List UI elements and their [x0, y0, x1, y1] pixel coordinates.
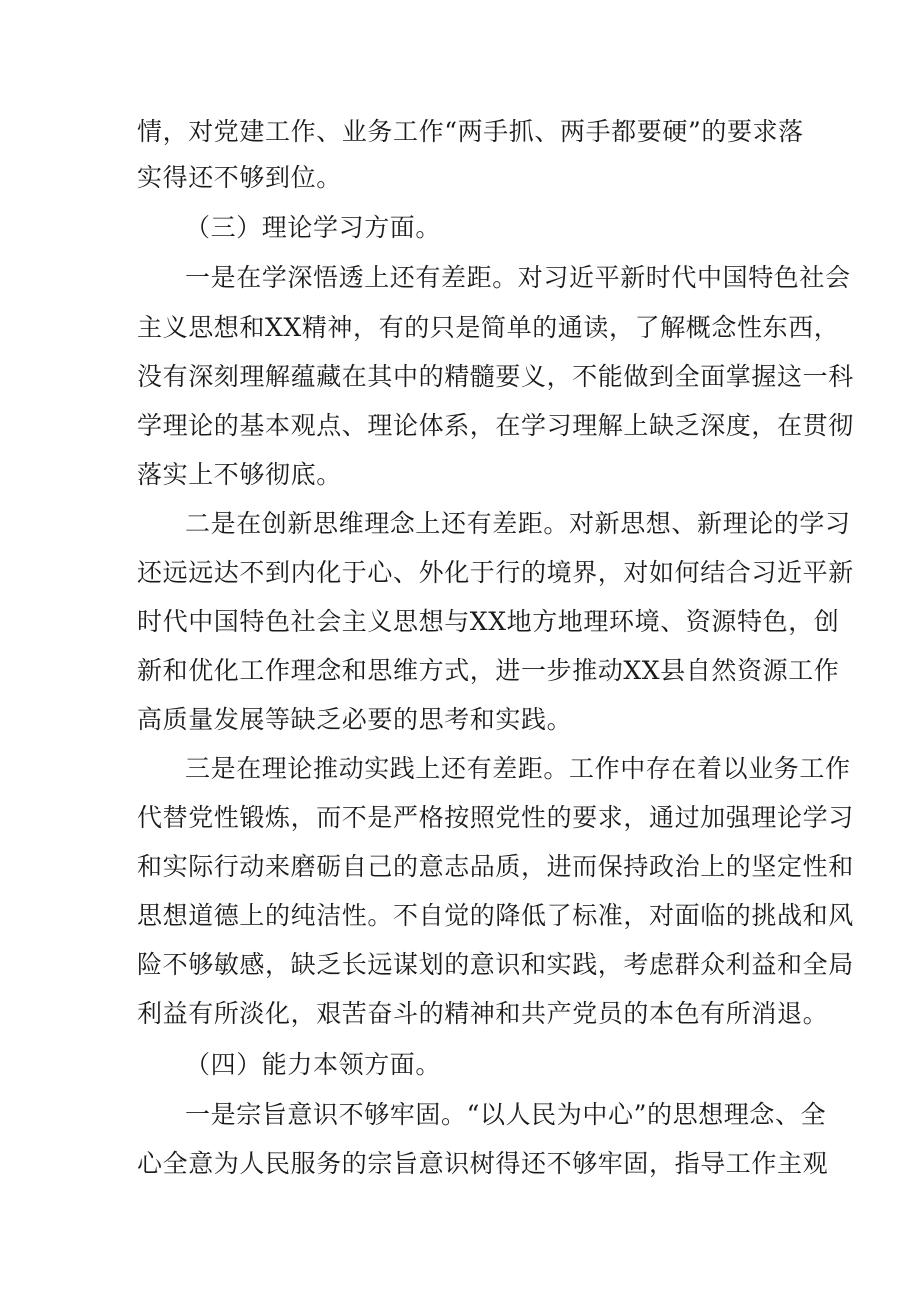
paragraph-first-line: 一是在学深悟透上还有差距。对习近平新时代中国特色社会	[185, 263, 851, 292]
paragraph-line: 险不够敏感，缺乏长远谋划的意识和实践，考虑群众利益和全局	[137, 950, 854, 979]
paragraph-line: 高质量发展等缺乏必要的思考和实践。	[137, 705, 573, 734]
paragraph-first-line: 三是在理论推动实践上还有差距。工作中存在着以业务工作	[185, 754, 851, 783]
paragraph-continuation-line: 实得还不够到位。	[137, 163, 342, 192]
paragraph-continuation-line: 情，对党建工作、业务工作“两手抓、两手都要硬”的要求落	[137, 117, 804, 146]
paragraph-line: 代替党性锻炼，而不是严格按照党性的要求，通过加强理论学习	[137, 803, 854, 832]
paragraph-line: 新和优化工作理念和思维方式，进一步推动XX县自然资源工作	[137, 656, 840, 685]
paragraph-line: 主义思想和XX精神，有的只是简单的通读，了解概念性东西，	[137, 313, 840, 342]
paragraph-line: 心全意为人民服务的宗旨意识树得还不够牢固，指导工作主观	[137, 1149, 829, 1178]
paragraph-line: 利益有所淡化，艰苦奋斗的精神和共产党员的本色有所消退。	[137, 999, 829, 1028]
paragraph-line: 和实际行动来磨砺自己的意志品质，进而保持政治上的坚定性和	[137, 852, 854, 881]
paragraph-line: 时代中国特色社会主义思想与XX地方地理环境、资源特色，创	[137, 607, 840, 636]
paragraph-line: 思想道德上的纯洁性。不自觉的降低了标准，对面临的挑战和风	[137, 901, 854, 930]
paragraph-first-line: 一是宗旨意识不够牢固。“以人民为中心”的思想理念、全	[185, 1100, 827, 1129]
paragraph-first-line: 二是在创新思维理念上还有差距。对新思想、新理论的学习	[185, 509, 851, 538]
section-heading-ability: （四）能力本领方面。	[185, 1050, 442, 1079]
paragraph-line: 没有深刻理解蕴藏在其中的精髓要义，不能做到全面掌握这一科	[137, 362, 854, 391]
paragraph-line: 学理论的基本观点、理论体系，在学习理解上缺乏深度，在贯彻	[137, 411, 854, 440]
section-heading-theory-study: （三）理论学习方面。	[185, 213, 442, 242]
paragraph-line: 落实上不够彻底。	[137, 460, 342, 489]
paragraph-line: 还远远达不到内化于心、外化于行的境界，对如何结合习近平新	[137, 558, 854, 587]
